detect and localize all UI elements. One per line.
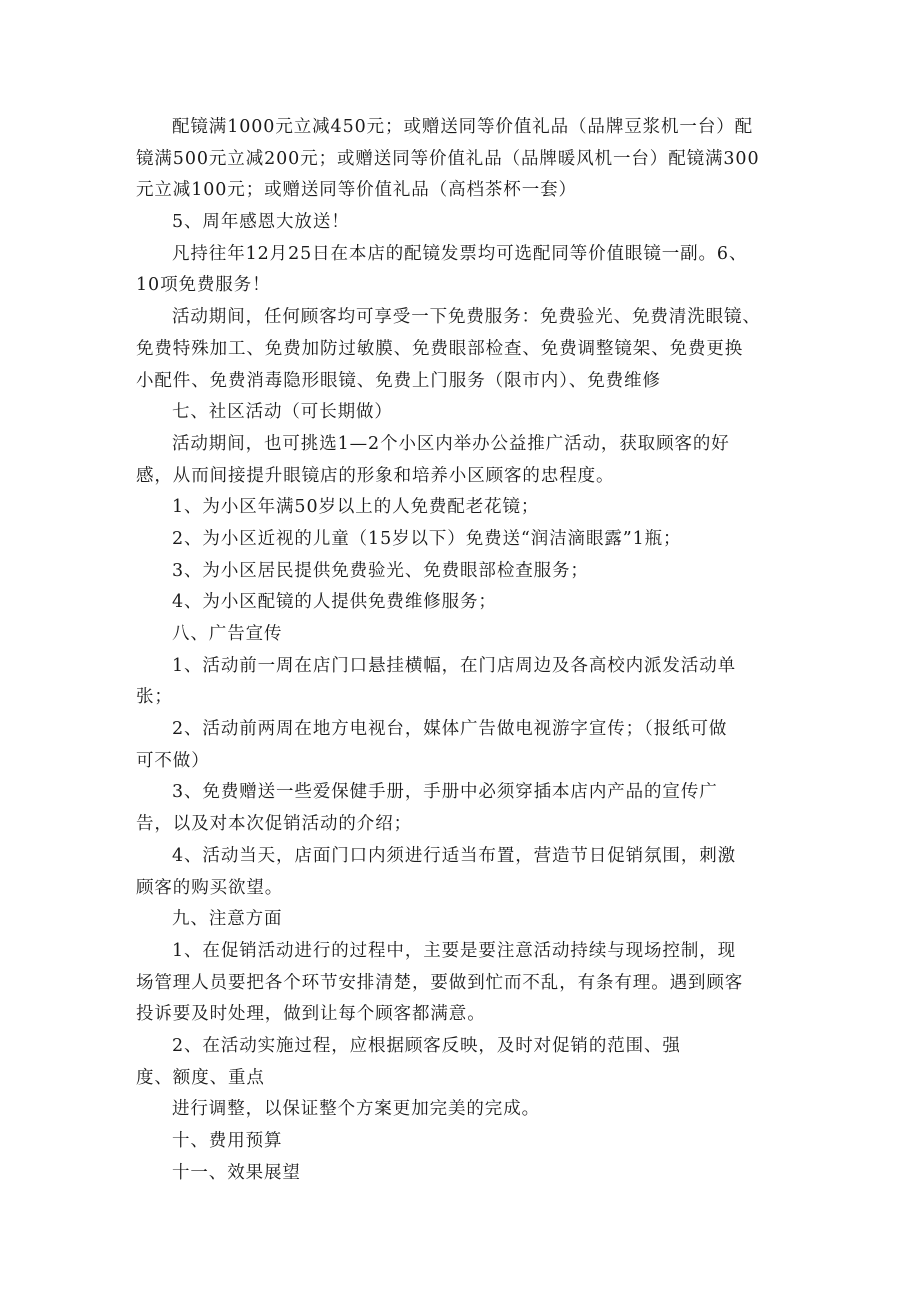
paragraph-line: 10项免费服务！ [136,275,271,296]
section-heading: 十、费用预算 [172,1131,283,1151]
paragraph-line: 小配件、免费消毒隐形眼镜、免费上门服务（限市内）、免费维修 [136,370,661,391]
list-item: 1、在促销活动进行的过程中，主要是要注意活动持续与现场控制，现 [172,940,737,961]
section-heading: 七、社区活动（可长期做） [172,402,393,423]
paragraph-line: 元立减100元；或赠送同等价值礼品（高档茶杯一套） [136,180,577,201]
section-heading: 5、周年感恩大放送！ [172,212,350,233]
list-item: 2、为小区近视的儿童（15岁以下）免费送“润洁滴眼露”1瓶； [172,528,682,549]
paragraph-line: 镜满500元立减200元；或赠送同等价值礼品（品牌暖风机一台）配镜满300 [136,148,760,169]
paragraph-line: 顾客的购买欲望。 [136,877,284,898]
list-item: 1、为小区年满50岁以上的人免费配老花镜； [172,497,540,518]
paragraph-line: 感，从而间接提升眼镜店的形象和培养小区顾客的忠程度。 [136,465,615,486]
paragraph-line: 张； [136,687,173,708]
list-item: 3、免费赠送一些爱保健手册，手册中必须穿插本店内产品的宣传广 [172,782,718,803]
list-item: 4、活动当天，店面门口内须进行适当布置，营造节日促销氛围，刺激 [172,845,737,866]
list-item: 3、为小区居民提供免费验光、免费眼部检查服务； [172,560,589,581]
list-item: 1、活动前一周在店门口悬挂横幅，在门店周边及各高校内派发活动单 [172,655,737,676]
paragraph-line: 投诉要及时处理，做到让每个顾客都满意。 [136,1004,486,1025]
paragraph-line: 可不做） [136,750,210,771]
paragraph-line: 度、额度、重点 [136,1067,265,1088]
paragraph-line: 进行调整，以保证整个方案更加完美的完成。 [172,1099,540,1120]
paragraph-line: 场管理人员要把各个环节安排清楚，要做到忙而不乱，有条有理。遇到顾客 [136,972,744,993]
document-body [136,112,790,1189]
section-heading: 八、广告宣传 [172,624,283,644]
paragraph-line: 告，以及对本次促销活动的介绍； [136,814,412,835]
paragraph-line: 活动期间，任何顾客均可享受一下免费服务：免费验光、免费清洗眼镜、 [172,307,761,328]
list-item: 2、在活动实施过程，应根据顾客反映，及时对促销的范围、强 [172,1035,681,1056]
section-heading: 十一、效果展望 [172,1162,301,1183]
section-heading: 九、注意方面 [172,909,283,930]
list-item: 4、为小区配镜的人提供免费维修服务； [172,592,497,613]
paragraph-line: 配镜满1000元立减450元；或赠送同等价值礼品（品牌豆浆机一台）配 [172,117,754,137]
paragraph-line: 免费特殊加工、免费加防过敏膜、免费眼部检查、免费调整镜架、免费更换 [136,338,744,359]
paragraph-line: 活动期间，也可挑选1—2个小区内举办公益推广活动，获取顾客的好 [172,433,730,454]
paragraph-line: 凡持往年12月25日在本店的配镜发票均可选配同等价值眼镜一副。6、 [172,243,748,264]
list-item: 2、活动前两周在地方电视台，媒体广告做电视游字宣传；（报纸可做 [172,719,728,740]
